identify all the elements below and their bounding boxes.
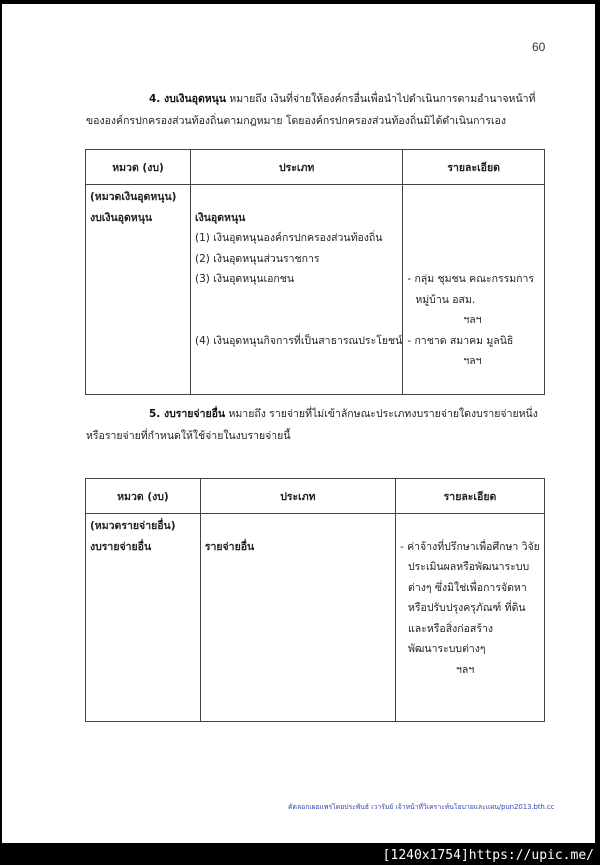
footer-credit: คัดลอกเผยแพร่โดยประพันธ์ เวารัมย์ เจ้าหน้าที่วิเคราะห์นโยบายและแผน/pun2013.bth.cc [288,803,555,811]
detail-etc: ฯลฯ [456,663,475,676]
type-title: รายจ่ายอื่น [204,540,255,553]
page-number: 60 [532,40,546,54]
document-page [2,4,595,843]
detail-item4-line1: - กาชาด สมาคม มูลนิธิ [407,334,514,347]
detail-line-5: และหรือสิ่งก่อสร้าง [408,622,493,635]
header-category: หมวด (งบ) [86,150,191,185]
detail-line-6: พัฒนาระบบต่างๆ [408,643,486,655]
section4-title: 4. งบเงินอุดหนุน [149,93,227,105]
detail-line-3: ต่างๆ ซึ่งมิใช่เพื่อการจัดหา [408,581,527,594]
category-group: (หมวดรายจ่ายอื่น) [90,520,176,532]
header-category: หมวด (งบ) [86,479,201,514]
type-cell [200,514,395,722]
category-group: (หมวดเงินอุดหนุน) [90,191,177,203]
header-type: ประเภท [191,150,403,185]
section5-definition: หมายถึง รายจ่ายที่ไม่เข้าลักษณะประเภทงบรายจ่ายใดงบรายจ่ายหนึ่ง [225,408,538,420]
type-item-2: (2) เงินอุดหนุนส่วนราชการ [195,252,320,265]
category-budget: งบรายจ่ายอื่น [90,540,152,553]
section4-line2: ขององค์กรปกครองส่วนท้องถิ่นตามกฎหมาย โดยองค์กรปกครองส่วนท้องถิ่นมิได้ดำเนินการเอง [86,115,506,127]
header-type: ประเภท [200,479,395,514]
section5-line2: หรือรายจ่ายที่กำหนดให้ใช้จ่ายในงบรายจ่ายนี้ [86,430,291,442]
type-item-3: (3) เงินอุดหนุนเอกชน [195,273,295,285]
type-item-4: (4) เงินอุดหนุนกิจการที่เป็นสาธารณประโยชน์ [195,334,403,347]
header-details: รายละเอียด [396,479,545,514]
details-cell [403,185,545,395]
section4-definition: หมายถึง เงินที่จ่ายให้องค์กรอื่นเพื่อนำไปดำเนินการตามอำนาจหน้าที่ [226,93,536,105]
table-row [86,514,545,722]
type-item-1: (1) เงินอุดหนุนองค์กรปกครองส่วนท้องถิ่น [195,232,383,244]
section5-title: 5. งบรายจ่ายอื่น [149,408,226,420]
image-host-watermark: [1240x1754]https://upic.me/ [382,848,594,863]
detail-line-2: ประเมินผลหรือพัฒนาระบบ [408,561,530,573]
table-header-row [86,150,545,185]
category-cell [86,185,191,395]
category-budget: งบเงินอุดหนุน [90,211,153,224]
table-subsidy [85,149,545,395]
type-cell [191,185,403,395]
detail-item3-etc: ฯลฯ [463,314,482,326]
table-header-row [86,479,545,514]
type-title: เงินอุดหนุน [195,211,246,224]
table-other-expenses [85,478,545,722]
details-cell [396,514,545,722]
category-cell [86,514,201,722]
detail-item4-etc: ฯลฯ [463,355,482,367]
detail-line-4: หรือปรับปรุงครุภัณฑ์ ที่ดิน [408,602,526,614]
detail-item3-line1: - กลุ่ม ชุมชน คณะกรรมการ [407,273,535,285]
detail-item3-line2: หมู่บ้าน อสม. [415,293,476,306]
header-details: รายละเอียด [403,150,545,185]
table-row [86,185,545,395]
detail-line-1: - ค่าจ้างที่ปรึกษาเพื่อศึกษา วิจัย [400,540,540,553]
